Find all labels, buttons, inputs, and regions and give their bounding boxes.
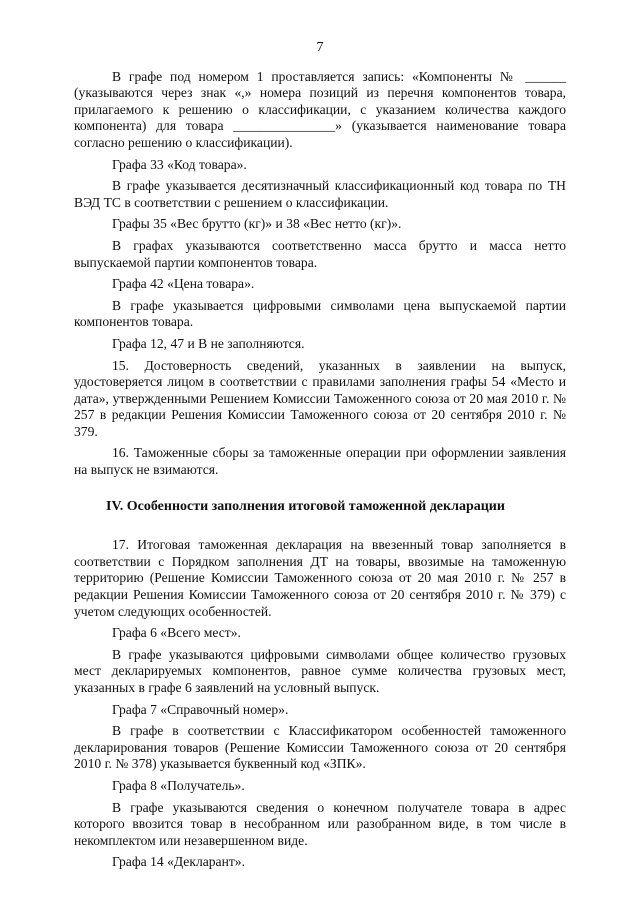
paragraph: 16. Таможенные сборы за таможенные операции при оформлении заявления на выпуск не взимаются. <box>74 445 566 478</box>
paragraph: В графе указывается цифровыми символами цена выпускаемой партии компонентов товара. <box>74 297 566 330</box>
paragraph: Графа 42 «Цена товара». <box>112 276 255 292</box>
paragraph: 17. Итоговая таможенная декларация на ввезенный товар заполняется в соответствии с Порядком заполнения ДТ на товары, ввозимые на таможенную территорию (Решение Комиссии Таможенного союза от 20 мая 2010 г. № 257 в редакции Решения Комиссии Таможенного союза от 20 сентября 2010 г. № 379) с учетом следующих особенностей. <box>74 537 566 619</box>
paragraph: Графа 33 «Код товара». <box>112 156 247 172</box>
paragraph: В графах указываются соответственно масса брутто и масса нетто выпускаемой партии компонентов товара. <box>74 237 566 270</box>
document-page <box>74 40 566 876</box>
paragraph: Графа 8 «Получатель». <box>112 777 245 793</box>
paragraphs-before-section <box>74 69 566 479</box>
paragraph: Графа 6 «Всего мест». <box>112 625 241 641</box>
paragraph: В графе указываются цифровыми символами общее количество грузовых мест декларируемых компонентов, равное сумме количества грузовых мест, указанных в графе 6 заявлений на условный выпуск. <box>74 646 566 695</box>
paragraph: В графе указываются сведения о конечном получателе товара в адрес которого ввозится товар в несобранном или разобранном виде, в том числе в некомплектом или незавершенном виде. <box>74 799 566 848</box>
page-number: 7 <box>316 40 324 55</box>
paragraph: В графе в соответствии с Классификатором особенностей таможенного декларирования товаров (Решение Комиссии Таможенного союза от 20 сентября 2010 г. № 378) указывается буквенный код «ЗПК». <box>74 723 566 772</box>
paragraphs-after-section <box>74 537 566 871</box>
paragraph: Графа 12, 47 и В не заполняются. <box>112 335 305 351</box>
paragraph: 15. Достоверность сведений, указанных в заявлении на выпуск, удостоверяется лицом в соответствии с правилами заполнения графы 54 «Место и дата», утвержденными Решением Комиссии Таможенного союза от 20 мая 2010 г. № 257 в редакции Решения Комиссии Таможенного союза от 20 сентября 2010 г. № 379. <box>74 357 566 439</box>
paragraph: В графе указывается десятизначный классификационный код товара по ТН ВЭД ТС в соответствии с решением о классификации. <box>74 178 566 210</box>
section-title: IV. Особенности заполнения итоговой таможенной декларации <box>106 498 505 514</box>
paragraph: Графы 35 «Вес брутто (кг)» и 38 «Вес нетто (кг)». <box>112 216 402 232</box>
paragraph: В графе под номером 1 проставляется запись: «Компоненты № ______ (указываются через знак «,» номера позиций из перечня компонентов товара, прилагаемого к решению о классификации, с указанием количества каждого компонента) для товара _______________» (указывается наименование товара согласно решению о классификации). <box>74 68 566 150</box>
paragraph: Графа 14 «Декларант». <box>112 854 245 870</box>
paragraph: Графа 7 «Справочный номер». <box>112 701 289 717</box>
